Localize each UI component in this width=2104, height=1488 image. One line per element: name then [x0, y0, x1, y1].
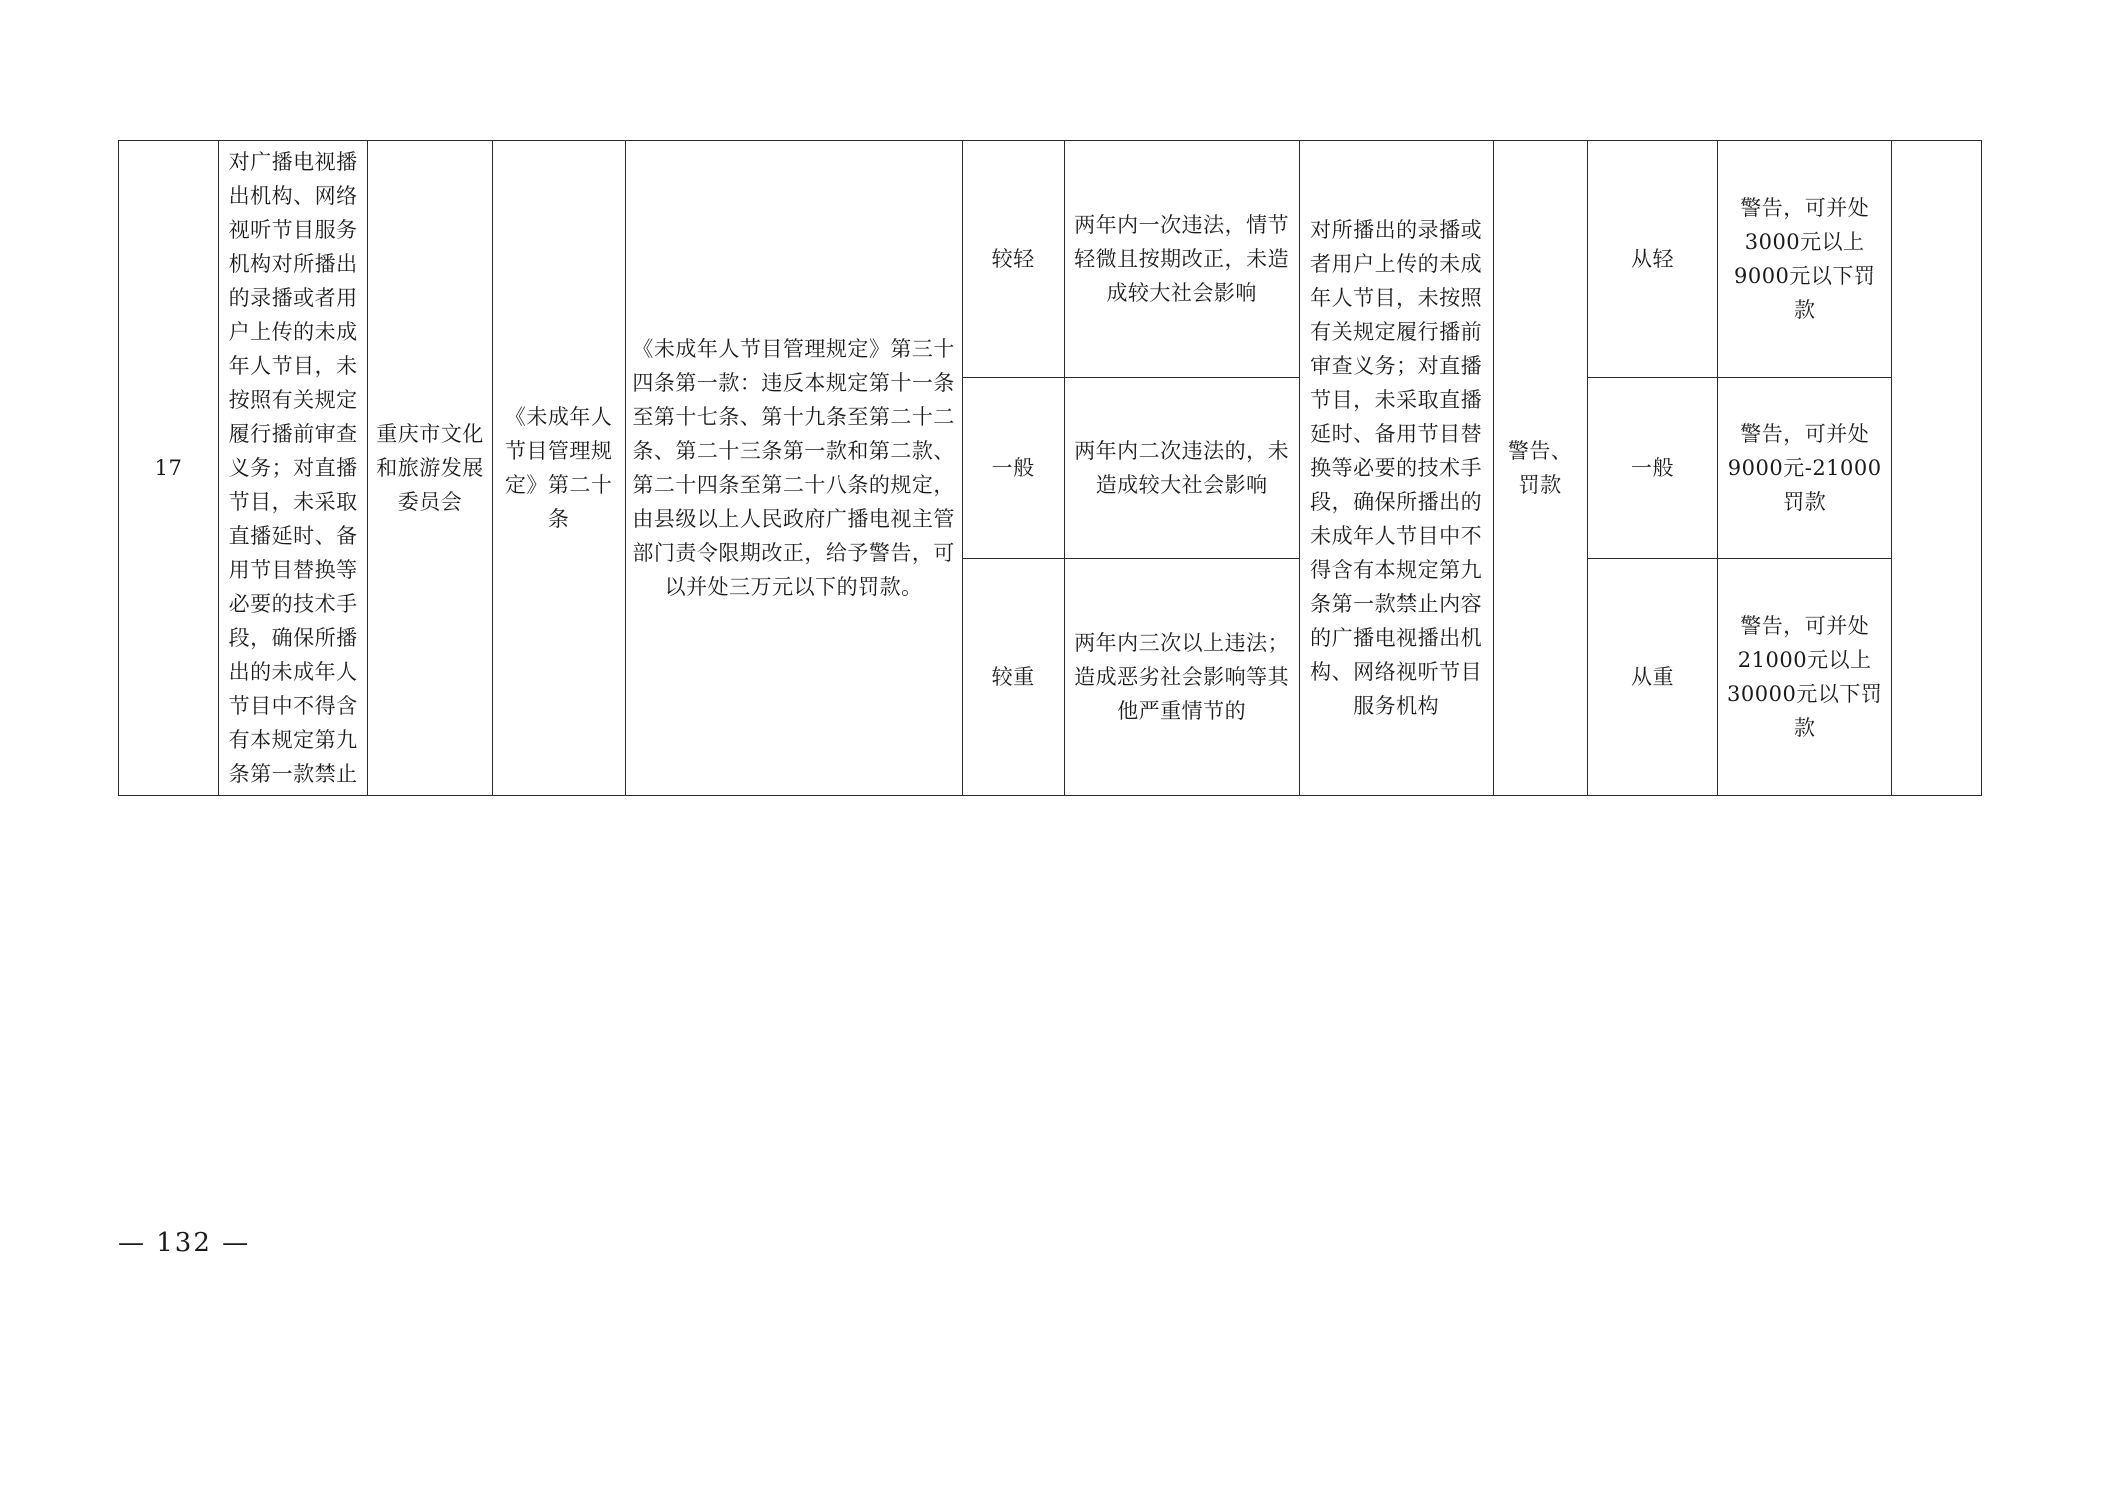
cell-degree-heavy: 从重 [1587, 559, 1718, 796]
cell-condition-heavy: 两年内三次以上违法；造成恶劣社会影响等其他严重情节的 [1064, 559, 1299, 796]
cell-degree-light: 从轻 [1587, 141, 1718, 378]
cell-legal-basis: 《未成年人节目管理规定》第二十条 [492, 141, 625, 796]
cell-amount-light: 警告，可并处3000元以上9000元以下罚款 [1718, 141, 1892, 378]
cell-illegal-behavior: 对广播电视播出机构、网络视听节目服务机构对所播出的录播或者用户上传的未成年人节目，未按照有关规定履行播前审查义务；对直播节目，未采取直播延时、备用节目替换等必要的技术手段，确保所播出的未成年人节目中不得含有本规定第九条第一款禁止 [219, 141, 368, 796]
cell-level-heavy: 较重 [962, 559, 1064, 796]
cell-serial-no: 17 [119, 141, 219, 796]
page-number: — 132 — [118, 1228, 251, 1258]
cell-department: 重庆市文化和旅游发展委员会 [368, 141, 493, 796]
cell-explanation: 对所播出的录播或者用户上传的未成年人节目，未按照有关规定履行播前审查义务；对直播节目，未采取直播延时、备用节目替换等必要的技术手段，确保所播出的未成年人节目中不得含有本规定第九条第一款禁止内容的广播电视播出机构、网络视听节目服务机构 [1299, 141, 1493, 796]
cell-level-light: 较轻 [962, 141, 1064, 378]
table-row [119, 141, 1982, 378]
cell-condition-general: 两年内二次违法的，未造成较大社会影响 [1064, 377, 1299, 558]
cell-level-general: 一般 [962, 377, 1064, 558]
discretion-benchmark-table [118, 140, 1982, 796]
cell-amount-heavy: 警告，可并处21000元以上30000元以下罚款 [1718, 559, 1892, 796]
cell-provision: 《未成年人节目管理规定》第三十四条第一款：违反本规定第十一条至第十七条、第十九条至第二十二条、第二十三条第一款和第二款、第二十四条至第二十八条的规定，由县级以上人民政府广播电视主管部门责令限期改正，给予警告，可以并处三万元以下的罚款。 [625, 141, 962, 796]
cell-remark [1892, 141, 1982, 796]
cell-condition-light: 两年内一次违法，情节轻微且按期改正，未造成较大社会影响 [1064, 141, 1299, 378]
cell-degree-general: 一般 [1587, 377, 1718, 558]
cell-penalty-type: 警告、罚款 [1493, 141, 1587, 796]
cell-amount-general: 警告，可并处9000元-21000罚款 [1718, 377, 1892, 558]
